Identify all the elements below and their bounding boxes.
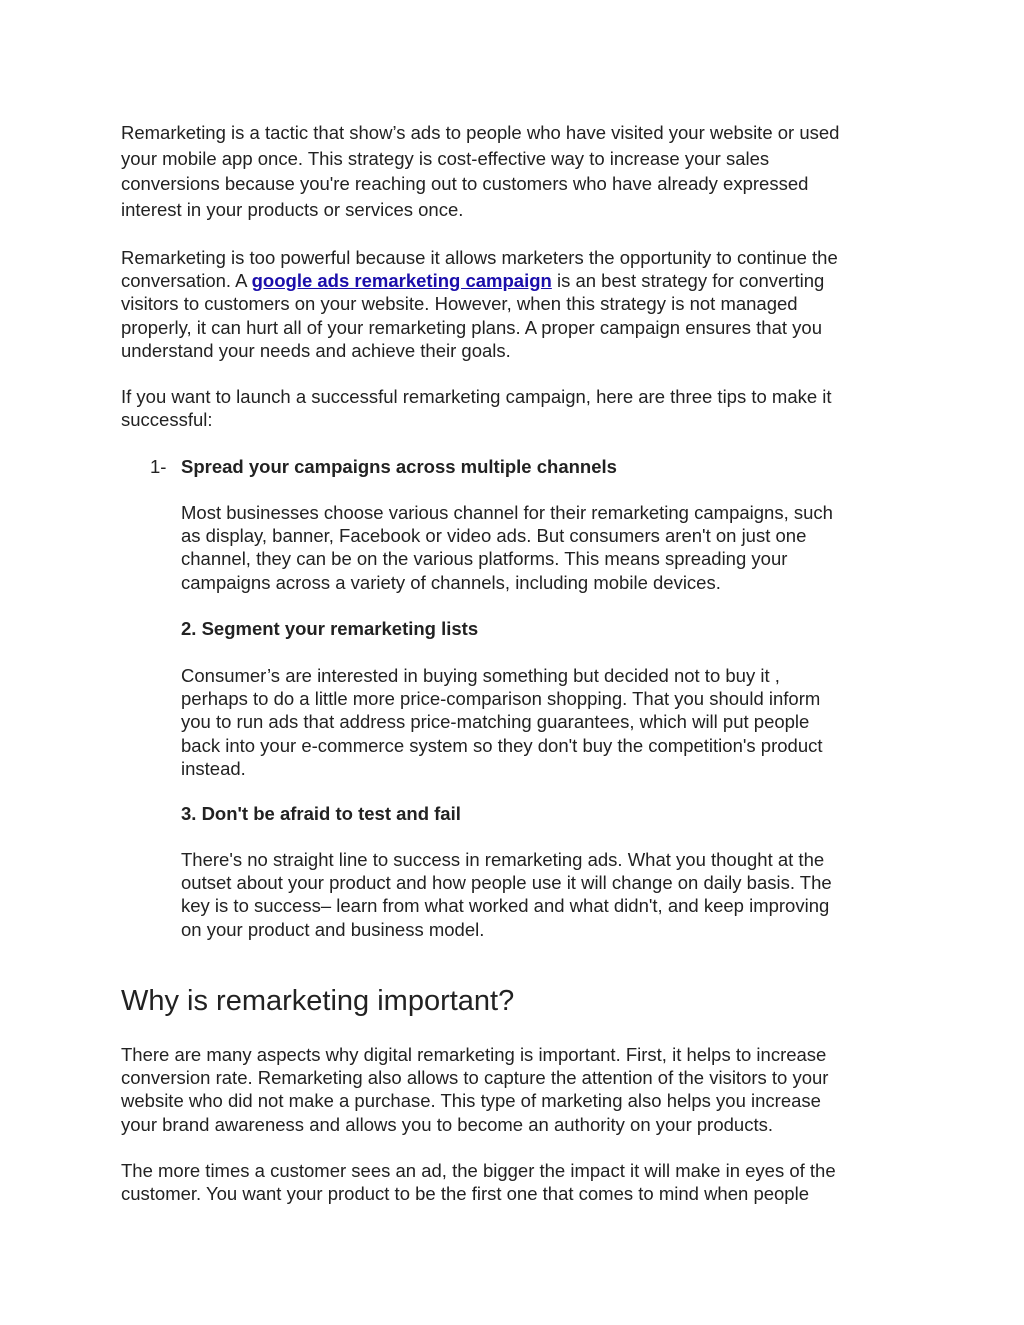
launch-line: successful: xyxy=(121,409,213,431)
power-line-suffix: is an best strategy for converting xyxy=(551,270,825,292)
tip-3-line: key is to success– learn from what worked and what didn't, and keep improving xyxy=(181,895,830,917)
power-line-with-link xyxy=(121,269,838,292)
tip-3-line: on your product and business model. xyxy=(181,918,485,940)
intro-line: conversions because you're reaching out to customers who have already expressed xyxy=(121,173,809,194)
launch-line: If you want to launch a successful remarketing campaign, here are three tips to make it xyxy=(121,386,832,407)
tip-2-line: you to run ads that address price-matching guarantees, which will put people xyxy=(181,711,810,733)
importance-line: your brand awareness and allows you to become an authority on your products. xyxy=(121,1113,773,1135)
launch-paragraph xyxy=(121,385,832,431)
importance-line: There are many aspects why digital remarketing is important. First, it helps to increase xyxy=(121,1044,827,1065)
tip-2-title: 2. Segment your remarketing lists xyxy=(181,618,479,639)
importance-paragraph xyxy=(121,1043,828,1136)
tip-1-body xyxy=(181,501,911,594)
intro-line: your mobile app once. This strategy is cost-effective way to increase your sales xyxy=(121,147,770,169)
power-line: visitors to customers on your website. However, when this strategy is not managed xyxy=(121,293,798,315)
impact-paragraph xyxy=(121,1159,836,1205)
tip-1-line: as display, banner, Facebook or video ads. But consumers aren't on just one xyxy=(181,525,807,547)
intro-line: Remarketing is a tactic that show’s ads to people who have visited your website or used xyxy=(121,122,840,143)
google-ads-remarketing-campaign-link[interactable]: google ads remarketing campaign xyxy=(251,270,552,292)
power-paragraph xyxy=(121,246,838,362)
tip-2-line: back into your e-commerce system so they don't buy the competition's product xyxy=(181,734,823,756)
tip-3-title: 3. Don't be afraid to test and fail xyxy=(181,803,461,824)
importance-line: conversion rate. Remarketing also allows to capture the attention of the visitors to your xyxy=(121,1067,829,1089)
tip-2-line: Consumer’s are interested in buying something but decided not to buy it , xyxy=(181,665,780,686)
impact-line: customer. You want your product to be the first one that comes to mind when people xyxy=(121,1183,809,1205)
tip-1-title: Spread your campaigns across multiple channels xyxy=(181,456,617,477)
tip-2-body xyxy=(181,664,911,780)
tip-2-line: instead. xyxy=(181,757,246,779)
power-line-prefix: conversation. A xyxy=(121,270,252,292)
tip-1-line: channel, they can be on the various platforms. This means spreading your xyxy=(181,548,788,570)
intro-paragraph xyxy=(121,120,839,222)
power-line: properly, it can hurt all of your remarketing plans. A proper campaign ensures that you xyxy=(121,316,822,338)
power-line: understand your needs and achieve their goals. xyxy=(121,339,511,361)
section-heading: Why is remarketing important? xyxy=(121,985,515,1017)
tip-3-body xyxy=(181,848,911,941)
power-line: Remarketing is too powerful because it allows marketers the opportunity to continue the xyxy=(121,247,838,268)
importance-line: website who did not make a purchase. This type of marketing also helps you increase xyxy=(121,1090,821,1112)
tip-1-marker: 1- xyxy=(150,456,167,477)
intro-line: interest in your products or services once. xyxy=(121,198,464,220)
tip-3-line: There's no straight line to success in remarketing ads. What you thought at the xyxy=(181,849,825,870)
tip-3-line: outset about your product and how people use it will change on daily basis. The xyxy=(181,872,832,894)
tip-1-line: campaigns across a variety of channels, including mobile devices. xyxy=(181,571,721,593)
impact-line: The more times a customer sees an ad, the bigger the impact it will make in eyes of the xyxy=(121,1160,836,1181)
tip-2-line: perhaps to do a little more price-comparison shopping. That you should inform xyxy=(181,688,821,710)
tip-1-line: Most businesses choose various channel for their remarketing campaigns, such xyxy=(181,502,833,523)
